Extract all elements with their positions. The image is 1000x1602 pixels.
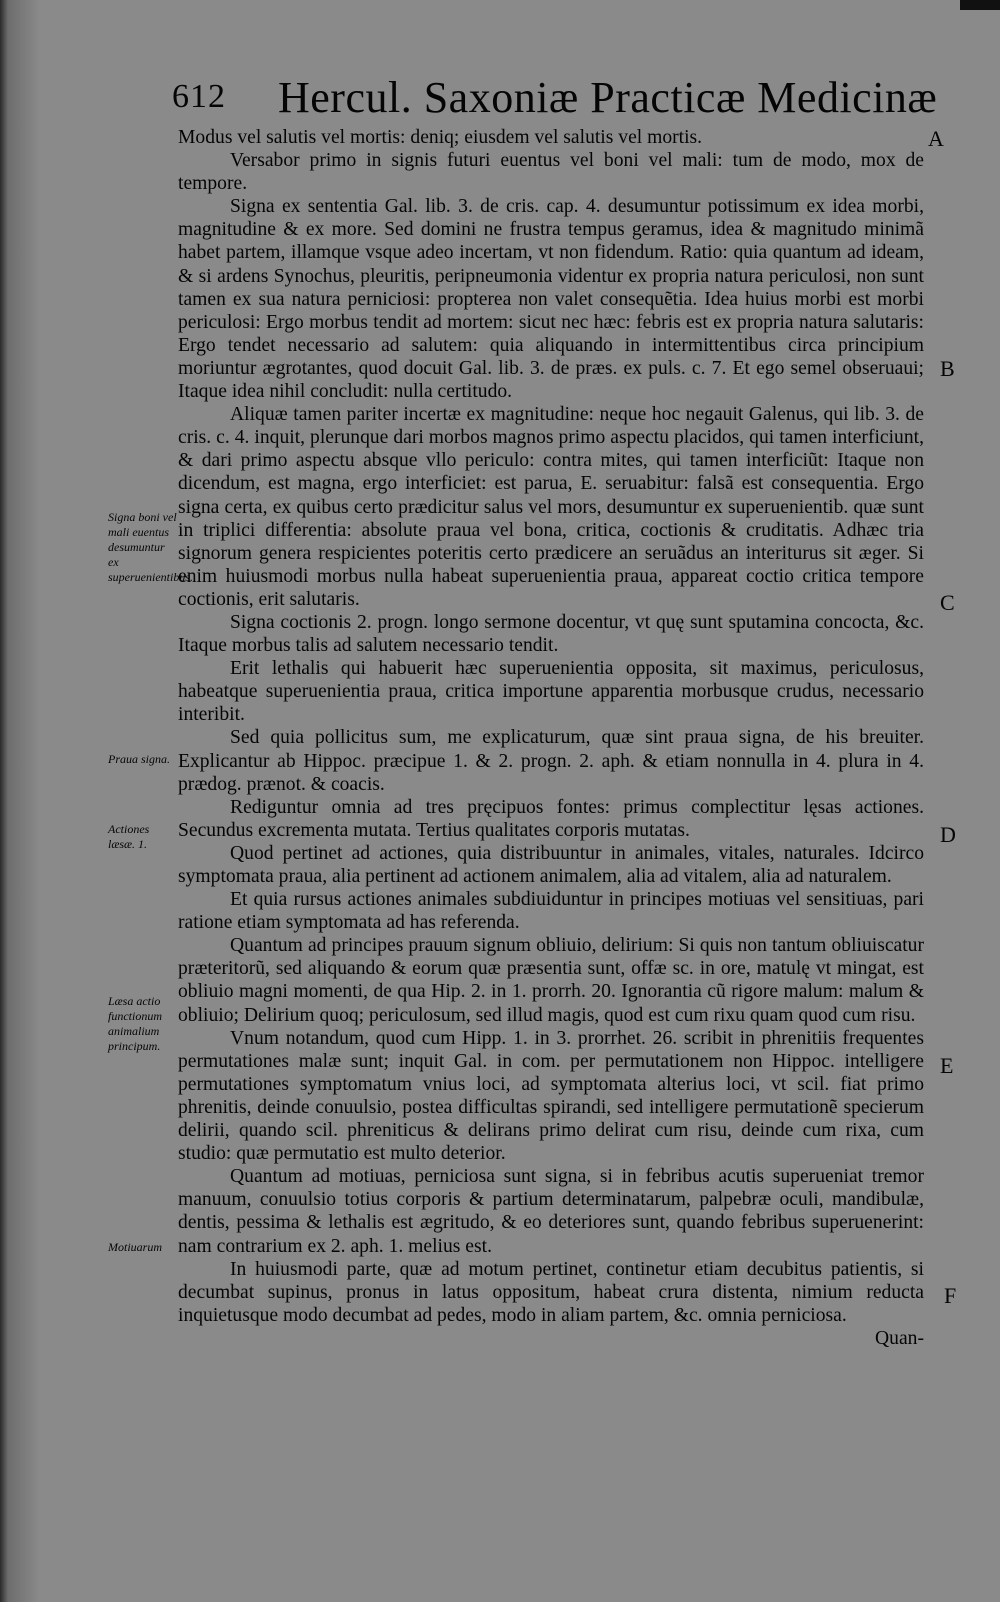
paragraph: Rediguntur omnia ad tres pręcipuos fontes: primus complectitur lęsas actiones. Secundus excrementa mutata. Tertius qualitates corporis mutatas. [178,796,924,841]
section-letter-e: E [940,1053,954,1078]
catchword: Quan- [875,1327,924,1349]
binding-shadow [0,0,60,1602]
paragraph: Modus vel salutis vel mortis: deniq; eiusdem vel salutis vel mortis. [178,127,703,148]
section-letter-a: A [928,126,944,151]
section-letter-b: B [940,356,955,381]
paragraph: Quantum ad principes prauum signum obliuio, delirium: Si quis non tantum obliuiscatur præteritorũ, sed aliquando & eorum quæ præsentia sunt, offæ sc. in ore, matulę vt mingat, est obliuio magni momenti, de qua Hip. 2. in 1. prorrh. 20. Ignorantia cũ rigore malum: malum & obliuio; Delirium quoq; periculosum, sed illud magis, quod est cum rixu quam quod cum risu. [178,935,924,1026]
paragraph: Quantum ad motiuas, perniciosa sunt signa, si in febribus acutis superueniat tremor manuum, conuulsio totius corporis & partium determinatarum, palpebræ oculi, mandibulæ, dentis, pessima & lethalis est ægritudo, & eo deteriores sunt, quando febribus superuenerint: nam contrarium ex 2. aph. 1. melius est. [178,1166,924,1257]
margin-note-actiones: Actiones læsæ. 1. [108,822,150,851]
section-letter-f: F [944,1283,957,1308]
margin-note-praua: Praua signa. [108,752,171,766]
section-letter-d: D [940,822,956,847]
paragraph: Vnum notandum, quod cum Hipp. 1. in 3. prorrhet. 26. scribit in phrenitiis frequentes permutationes malæ sunt; inquit Gal. in com. per permutationem non Hippoc. intelligere permutationes symptomatum vnius loci, ad symptomata alterius loci, vt scil. fiat primo phrenitis, deinde conuulsio, postea difficultas spirandi, sed intelligere permutationẽ specierum delirii, quando scil. phreniticus & delirans primo delirat cum risu, deinde cum rixa, cum studio: quæ permutatio est multo deterior. [178,1027,924,1165]
paragraph: Aliquæ tamen pariter incertæ ex magnitudine: neque hoc negauit Galenus, qui lib. 3. de cris. c. 4. inquit, plerunque dari morbos magnos primo aspectu placidos, qui tamen interficiunt, & dari primo aspectu absque vllo periculo: contra mites, qui tamen interficiũt: Itaque non dicendum, est magna, ergo interficiet: est parua, E. seruabitur: falsã est consequentia. Ergo signa certa, ex quibus certo prædicitur salus vel mors, desumuntur ex superuenientib. quæ sunt in triplici differentia: absolute praua vel bona, critica, coctionis & cruditatis. Adhæc tria signorum genera respicientes poteritis certo prædicere an seruãdus an interiturus sit æger. Si enim huiusmodi morbus nulla habeat superuenientia praua, appareat coctio critica tempore coctionis, erit salutaris. [178,404,924,610]
paragraph: Sed quia pollicitus sum, me explicaturum, quæ sint praua signa, de his breuiter. Explicantur ab Hippoc. præcipue 1. & 2. progn. 2. aph. & etiam nonnulla in 4. plura in 4. prædog. prænot. & coacis. [178,727,924,795]
paragraph: Et quia rursus actiones animales subdiuiduntur in principes motiuas vel sensitiuas, pari ratione etiam symptomata ad has referenda. [178,889,924,934]
paragraph: Signa ex sententia Gal. lib. 3. de cris. cap. 4. desumuntur potissimum ex idea morbi, magnitudine & ex more. Sed domini ne frustra tempus geramus, idea & magnitudo minimã habet partem, illamque vsque adeo incertam, vt non fidendum. Ratio: quia quantum ad ideam, & si ardens Synochus, pleuritis, peripneumonia videntur ex propria natura periculosi, non sunt tamen ex sua natura perniciosi: propterea non valet consequẽtia. Idea huius morbi est morbi periculosi: Ergo morbus tendit ad mortem: sicut nec hæc: febris est ex propria natura salutaris: Ergo tendet necessario ad salutem: quia aliquando in intermittentibus circa principium moriuntur ægrotantes, quod docuit Gal. lib. 3. de præs. ex puls. c. 7. Et ego semel obseruaui; Itaque idea nihil concludit: nulla certitudo. [178,196,924,403]
folio-number: 612 [172,78,226,115]
page-corner-mark [960,0,1000,10]
paragraph: In huiusmodi parte, quæ ad motum pertinet, continetur etiam decubitus patientis, si decumbat supinus, pronus in latus oppositum, habeat crura distenta, nimium reducta inquietusque modo decumbat ad pedes, modo in aliam partem, &c. omnia perniciosa. [178,1258,924,1326]
paragraph: Erit lethalis qui habuerit hæc superuenientia opposita, sit maximus, periculosus, habeatque superuenientia praua, critica importune apparentia morbusque crudus, necessario interibit. [178,658,924,726]
main-text [178,126,924,1350]
margin-note-motiuarum: Motiuarum [108,1240,162,1254]
paragraph: Versabor primo in signis futuri euentus vel boni vel mali: tum de modo, mox de tempore. [178,150,924,195]
paragraph: Quod pertinet ad actiones, quia distribuuntur in animales, vitales, naturales. Idcirco symptomata praua, alia pertinent ad actionem animalem, alia ad vitalem, alia ad naturalem. [178,842,924,887]
paragraph: Signa coctionis 2. progn. longo sermone docentur, vt quę sunt sputamina concocta, &c. Itaque morbus talis ad salutem necessario tendit. [178,611,924,657]
margin-note-signa: Signa boni vel mali euentus desumuntur ex superuenientibus. [108,510,193,584]
section-letter-c: C [940,590,955,615]
running-head: Hercul. Saxoniæ Practicæ Medicinæ [278,73,938,122]
margin-note-laesa: Læsa actio functionum animalium principum. [108,994,162,1053]
